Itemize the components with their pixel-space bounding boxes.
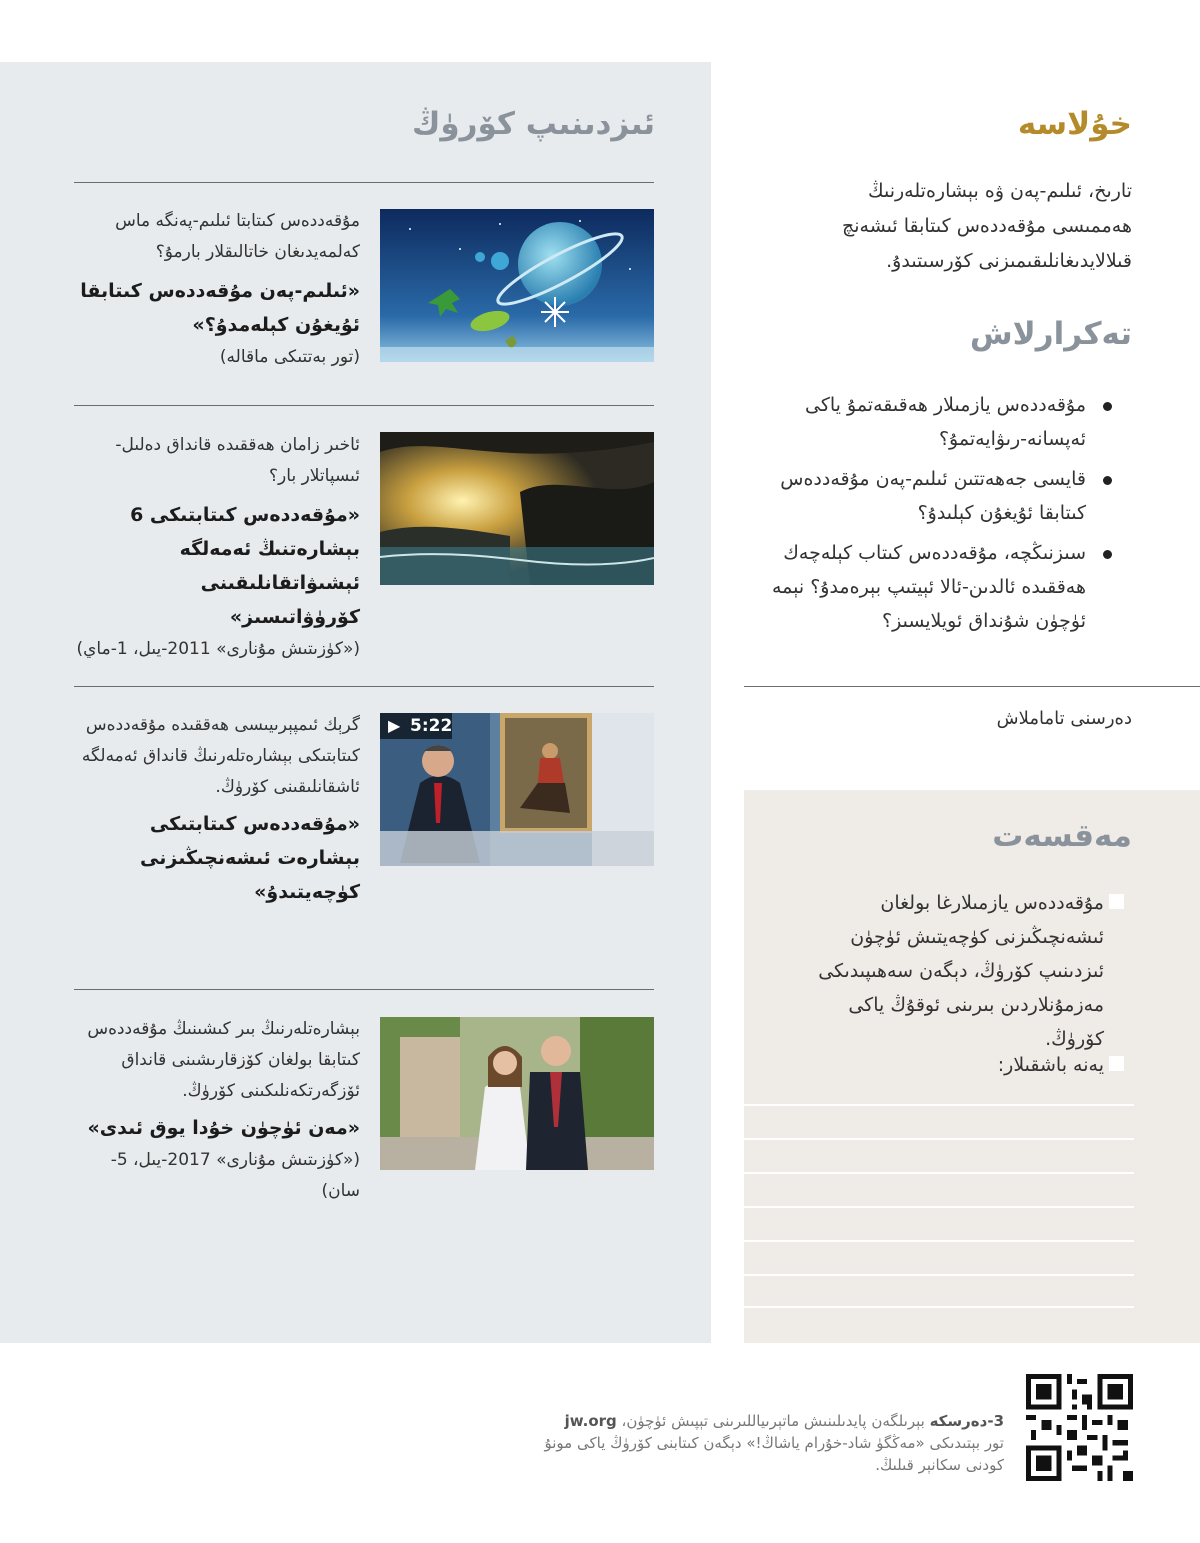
explore-card-experience[interactable] xyxy=(74,1014,360,1207)
divider xyxy=(74,989,654,990)
review-list xyxy=(764,388,1114,644)
review-question: سىزنىڭچە، مۇقەددەس كىتاب كېلەچەك ھەققىدە ئالدىن-ئالا ئېيتىپ بېرەمدۇ؟ نېمە ئۈچۈن شۇنداق ئويلايسىز؟ xyxy=(764,536,1114,638)
write-line[interactable] xyxy=(744,1206,1134,1208)
science-thumbnail[interactable] xyxy=(380,209,654,362)
write-line[interactable] xyxy=(744,1104,1134,1106)
divider xyxy=(74,405,654,406)
goal-title: مەقسەت xyxy=(992,818,1132,854)
card-title-link[interactable]: «ئىلىم-پەن مۇقەددەس كىتابقا ئۇيغۇن كېلەمدۇ؟» xyxy=(80,280,360,336)
footer-note xyxy=(544,1410,1004,1476)
card-source: (تور بەتتىكى ماقالە) xyxy=(219,347,360,367)
card-source: («كۈزىتىش مۇنارى» 2017-يىل، 5-سان) xyxy=(110,1150,360,1201)
write-line[interactable] xyxy=(744,1240,1134,1242)
goal-item[interactable] xyxy=(784,886,1124,1056)
card-title-link[interactable]: «مۇقەددەس كىتابتىكى 6 بېشارەتنىڭ ئەمەلگە ئېشىۋاتقانلىقىنى كۆرۈۋاتىسىز» xyxy=(130,504,360,628)
footer-lesson: 3-دەرسكە xyxy=(929,1412,1004,1430)
review-question: مۇقەددەس يازمىلار ھەقىقەتمۇ ياكى ئەپسانە-رىۋايەتمۇ؟ xyxy=(764,388,1114,456)
card-source: («كۈزىتىش مۇنارى» 2011-يىل، 1-ماي) xyxy=(76,639,360,659)
explore-title: ئىزدىنىپ كۆرۈڭ xyxy=(411,106,655,142)
card-lead: مۇقەددەس كىتابتا ئىلىم-پەنگە ماس كەلمەيدىغان خاتالىقلار بارمۇ؟ xyxy=(115,211,360,262)
goal-item-text: مۇقەددەس يازمىلارغا بولغان ئىشەنچىڭىزنى كۈچەيتىش ئۈچۈن ئىزدىنىپ كۆرۈڭ، دېگەن سەھىپىدىكى مەزمۇنلاردىن بىرىنى ئوقۇڭ ياكى كۆرۈڭ. xyxy=(818,892,1104,1050)
review-question: قايسى جەھەتتىن ئىلىم-پەن مۇقەددەس كىتابقا ئۇيغۇن كېلىدۇ؟ xyxy=(764,462,1114,530)
write-line[interactable] xyxy=(744,1306,1134,1308)
play-icon: ▶ xyxy=(388,716,401,735)
card-title-link[interactable]: «مەن ئۈچۈن خۇدا يوق ئىدى» xyxy=(87,1117,360,1139)
checkbox[interactable] xyxy=(1109,1056,1124,1071)
divider xyxy=(74,686,654,687)
write-line[interactable] xyxy=(744,1274,1134,1276)
footer-text-2: تور بېتىدىكى «مەڭگۈ شاد-خۇرام ياشاڭ!» دېگەن كىتابنى كۆرۈڭ ياكى مونۇ كودنى سكانېر قىلىڭ. xyxy=(544,1434,1004,1474)
video-duration: 5:22 xyxy=(410,716,453,736)
qr-code-icon[interactable] xyxy=(1026,1374,1133,1481)
couple-thumbnail[interactable] xyxy=(380,1017,654,1170)
divider xyxy=(74,182,654,183)
footer-site[interactable]: jw.org xyxy=(564,1412,617,1430)
review-title: تەكرارلاش xyxy=(969,316,1132,352)
card-title-link[interactable]: «مۇقەددەس كىتابتىكى بېشارەت ئىشەنچىڭىزنى كۈچەيتىدۇ» xyxy=(140,813,360,903)
summary-text: تارىخ، ئىلىم-پەن ۋە بېشارەتلەرنىڭ ھەممىسى مۇقەددەس كىتابقا ئىشەنچ قىلالايدىغانلىقىمىزنى كۆرسىتىدۇ. xyxy=(841,180,1132,272)
card-lead: ئاخىر زامان ھەققىدە قانداق دەلىل-ئىسپاتلار بار؟ xyxy=(115,435,360,486)
goal-item[interactable] xyxy=(784,1048,1124,1082)
card-lead: گرېك ئىمپېرىيىسى ھەققىدە مۇقەددەس كىتابتىكى بېشارەتلەرنىڭ قانداق ئەمەلگە ئاشقانلىقىنى كۆرۈڭ. xyxy=(81,715,360,797)
checkbox[interactable] xyxy=(1109,894,1124,909)
write-line[interactable] xyxy=(744,1138,1134,1140)
card-lead: بېشارەتلەرنىڭ بىر كىشىنىڭ مۇقەددەس كىتابقا بولغان كۆزقارىشىنى قانداق ئۆزگەرتكەنلىكىنى كۆرۈڭ. xyxy=(87,1019,360,1101)
video-thumbnail[interactable] xyxy=(380,713,654,866)
explore-card-video[interactable] xyxy=(74,710,360,909)
footer-text: بېرىلگەن پايدىلىنىش ماتېرىياللىرىنى تېپىش ئۈچۈن، xyxy=(621,1412,925,1430)
storm-thumbnail[interactable] xyxy=(380,432,654,585)
finish-lesson-label: دەرسنى تاماملاش xyxy=(996,708,1132,729)
goal-item-text: يەنە باشقىلار: xyxy=(997,1054,1104,1076)
explore-card-science[interactable] xyxy=(74,206,360,373)
write-line[interactable] xyxy=(744,1172,1134,1174)
explore-card-prophecies[interactable] xyxy=(74,430,360,665)
divider xyxy=(744,686,1200,687)
summary-title: خۇلاسە xyxy=(1017,106,1132,142)
